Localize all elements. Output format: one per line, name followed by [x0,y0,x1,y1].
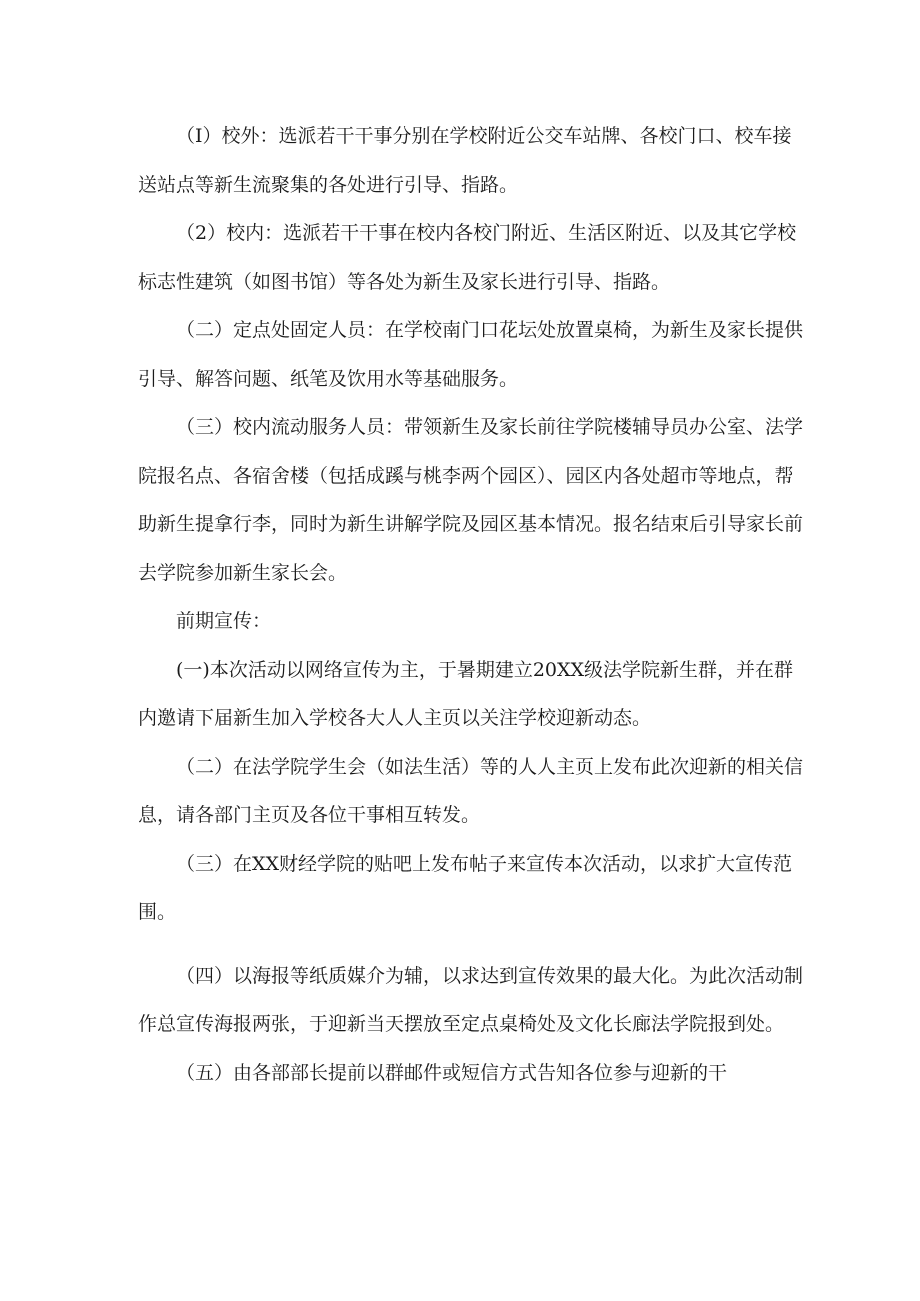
paragraph-fixed-point-staff: （二）定点处固定人员：在学校南门口花坛处放置桌椅，为新生及家长提供引导、解答问题、纸笔及饮用水等基础服务。 [138,319,804,390]
paragraph-publicity-heading: 前期宣传： [176,610,272,632]
paragraph-inside-campus: （2）校内：选派若干干事在校内各校门附近、生活区附近、以及其它学校标志性建筑（如图书馆）等各处为新生及家长进行引导、指路。 [138,222,797,293]
paragraph-email-notice: （五）由各部部长提前以群邮件或短信方式告知各位参与迎新的干 [176,1061,728,1084]
paragraph-online-publicity: (一)本次活动以网络宣传为主，于暑期建立20XX级法学院新生群，并在群内邀请下届新生加入学校各大人人主页以关注学校迎新动态。 [138,658,794,729]
paragraph-renren-publicity: （二）在法学院学生会（如法生活）等的人人主页上发布此次迎新的相关信息，请各部门主页及各位干事相互转发。 [138,755,804,826]
paragraph-outside-campus: （I）校外：选派若干干事分别在学校附近公交车站牌、各校门口、校车接送站点等新生流聚集的各处进行引导、指路。 [138,125,792,196]
paragraph-mobile-service-staff: （三）校内流动服务人员：带领新生及家长前往学院楼辅导员办公室、法学院报名点、各宿舍楼（包括成蹊与桃李两个园区）、园区内各处超市等地点，帮助新生提拿行李，同时为新生讲解学院及园区基本情况。报名结束后引导家长前去学院参加新生家长会。 [138,416,804,584]
paragraph-poster-publicity: （四）以海报等纸质媒介为辅，以求达到宣传效果的最大化。为此次活动制作总宣传海报两张，于迎新当天摆放至定点桌椅处及文化长廊法学院报到处。 [138,964,804,1035]
paragraph-tieba-publicity: （三）在XX财经学院的贴吧上发布帖子来宣传本次活动，以求扩大宣传范围。 [138,852,793,923]
document-body [138,112,808,1097]
